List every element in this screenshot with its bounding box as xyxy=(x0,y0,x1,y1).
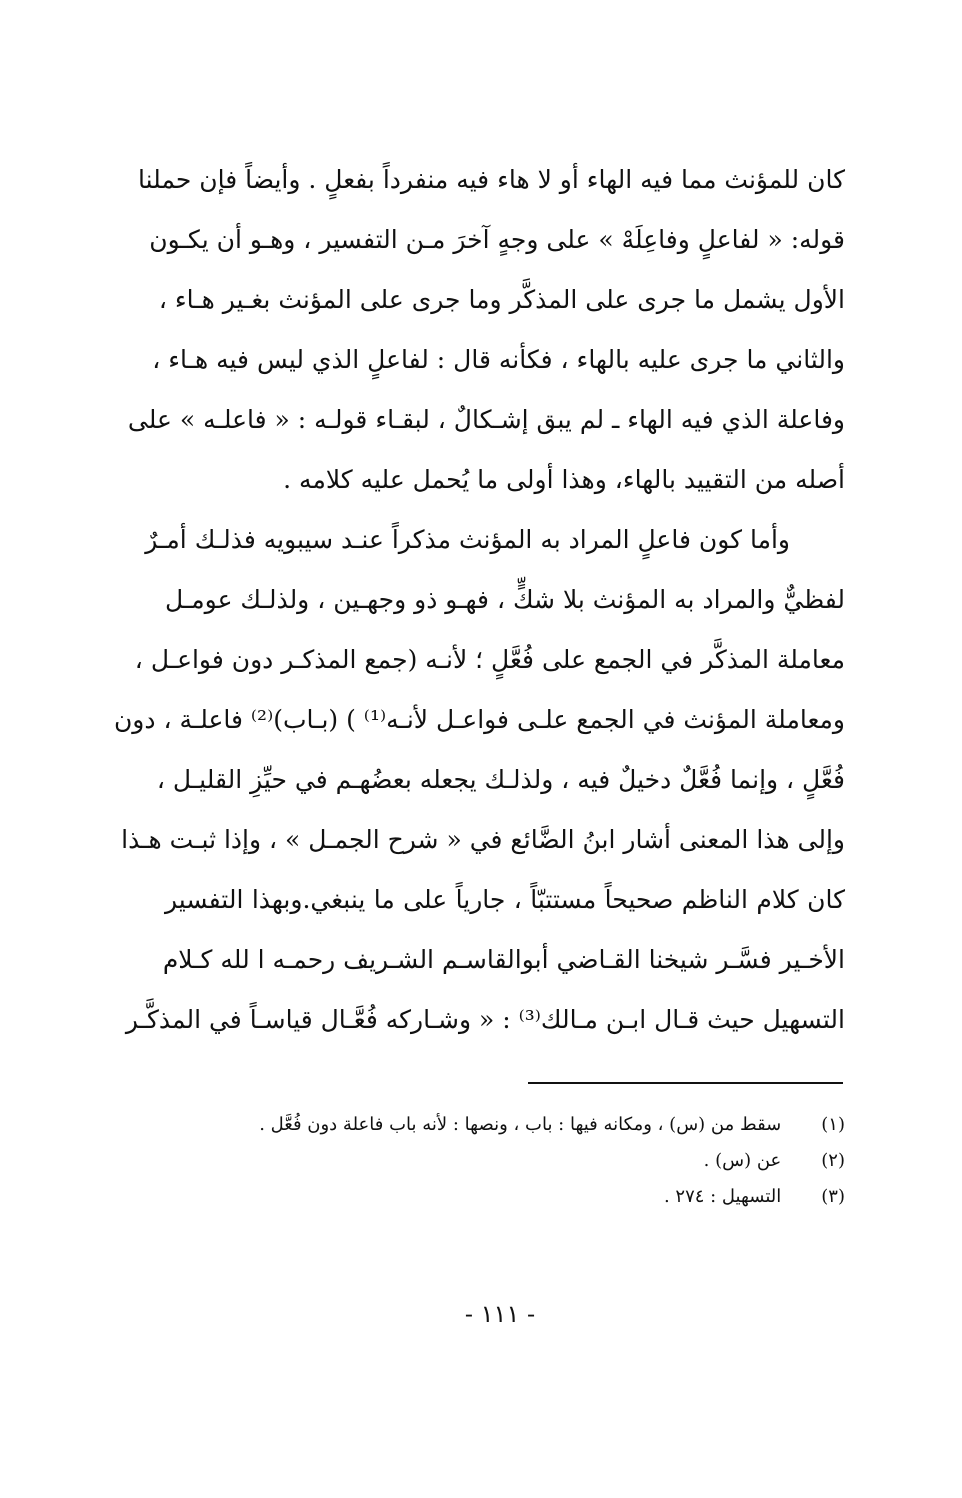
footnote xyxy=(165,1143,845,1179)
text-line: لفظيٌّ والمراد به المؤنث بلا شكٍّ ، فهـو ذو وجهـين ، ولذلـك عومـل xyxy=(165,585,845,614)
text-line: ومعاملة المؤنث في الجمع علـى فواعـل لأنـه⁽¹⁾ ) (بـاب)⁽²⁾ فاعلـة ، دون xyxy=(113,705,845,734)
text-line: فُعَّلٍ ، وإنما فُعَّلٌ دخيلٌ فيه ، ولذلـك يجعله بعضُهـم في حيِّزِ القليـل ، xyxy=(156,765,845,794)
text-line: وفاعلة الذي فيه الهاء ـ لم يبق إشـكالٌ ، لبقـاء قولـه : « فاعلـه » على xyxy=(127,405,845,434)
footnote-text: سقط من (س) ، ومكانه فيها : باب ، ونصها : لأنه باب فاعلة دون فُعَّل . xyxy=(259,1114,782,1135)
text-line: التسهيل حيث قـال ابـن مـالك⁽³⁾ : « وشـاركه فُعَّـال قياسـاً في المذكَّـر xyxy=(125,1005,845,1034)
text-line: وأما كون فاعلٍ المراد به المؤنث مذكراً عنـد سيبويه فذلـك أمـرٌ xyxy=(145,525,790,554)
footnote-number: (٢) xyxy=(821,1150,845,1171)
footnote-text: عن (س) . xyxy=(703,1150,782,1171)
footnote-number: (١) xyxy=(821,1114,845,1135)
text-line: والثاني ما جرى عليه بالهاء ، فكأنه قال : لفاعلٍ الذي ليس فيه هـاء ، xyxy=(152,345,845,374)
footnotes xyxy=(165,1107,845,1215)
footnote-divider xyxy=(528,1082,843,1084)
page-number: - ١١١ - xyxy=(464,1300,536,1328)
text-line: وإلى هذا المعنى أشار ابنُ الضَّائع في « شرح الجمـل » ، وإذا ثبـت هـذا xyxy=(121,825,845,854)
text-line: الأول يشمل ما جرى على المذكَّر وما جرى على المؤنث بغـير هـاء ، xyxy=(158,285,845,314)
footnote-number: (٣) xyxy=(821,1186,845,1207)
text-line: كان للمؤنث مما فيه الهاء أو لا هاء فيه منفرداً بفعلٍ . وأيضاً فإن حملنا xyxy=(138,165,845,194)
footnote xyxy=(165,1179,845,1215)
main-text xyxy=(113,150,845,1050)
text-line: قوله: « لفاعلٍ وفاعِلَهْ » على وجهٍ آخرَ مـن التفسير ، وهـو أن يكـون xyxy=(149,225,845,254)
text-line: معاملة المذكَّر في الجمع على فُعَّلٍ ؛ لأنـه (جمع المذكـر دون فواعـل ، xyxy=(134,645,845,674)
text-line: أصله من التقييد بالهاء، وهذا أولى ما يُحمل عليه كلامه . xyxy=(283,465,845,494)
footnote xyxy=(165,1107,845,1143)
footnote-text: التسهيل : ٢٧٤ . xyxy=(663,1186,782,1207)
text-line: الأخـير فسَّـر شيخنا القـاضي أبوالقاسـم الشـريف رحمـه ا لله كـلام xyxy=(162,945,845,974)
text-line: كان كلام الناظم صحيحاً مستتبّاً ، جارياً على ما ينبغي.وبهذا التفسير xyxy=(165,885,845,914)
